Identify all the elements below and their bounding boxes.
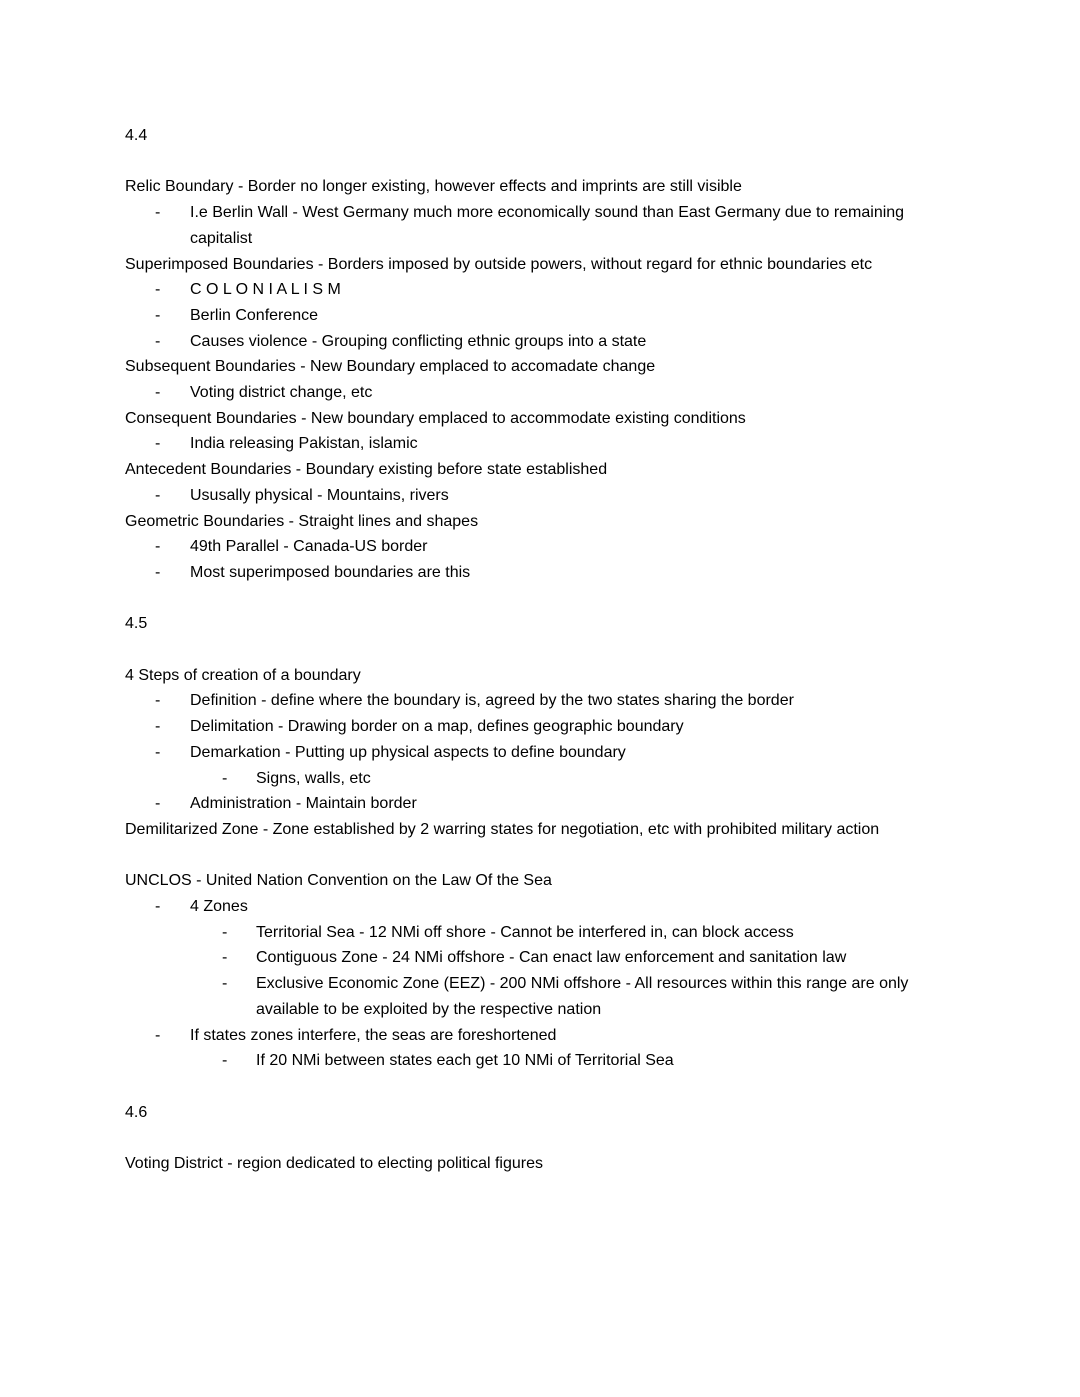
paragraph: Consequent Boundaries - New boundary emplaced to accommodate existing conditions (125, 409, 746, 427)
paragraph: Superimposed Boundaries - Borders imposed by outside powers, without regard for ethnic boundaries etc (125, 255, 873, 273)
list-item-level-1 (125, 560, 944, 586)
bullet-dash: - (155, 563, 161, 581)
blank-line (125, 1074, 944, 1100)
list-item-text: If states zones interfere, the seas are foreshortened (190, 1026, 557, 1044)
list-item-text: Administration - Maintain border (190, 795, 417, 813)
bullet-dash: - (155, 718, 161, 736)
bullet-dash: - (155, 795, 161, 813)
list-item-text: Ususally physical - Mountains, rivers (190, 486, 449, 504)
list-item-level-1 (125, 380, 944, 406)
list-item-text: Voting district change, etc (190, 384, 373, 402)
list-item-level-2 (125, 945, 944, 971)
paragraph: Geometric Boundaries - Straight lines and shapes (125, 512, 479, 530)
paragraph: Antecedent Boundaries - Boundary existing before state established (125, 461, 608, 479)
list-item-text: India releasing Pakistan, islamic (190, 435, 418, 453)
list-item-level-1 (125, 483, 944, 509)
list-item-text: Exclusive Economic Zone (EEZ) - 200 NMi offshore - All resources within this range are only available to be exploited by the respective nation (256, 975, 913, 1018)
bullet-dash: - (155, 281, 161, 299)
list-item-level-1 (125, 534, 944, 560)
list-item-level-2 (125, 971, 944, 1022)
list-item-text: Signs, walls, etc (256, 769, 371, 787)
bullet-dash: - (155, 384, 161, 402)
list-item-level-1 (125, 714, 944, 740)
paragraph: Demilitarized Zone - Zone established by 2 warring states for negotiation, etc with prohibited military action (125, 820, 880, 838)
paragraph: 4 Steps of creation of a boundary (125, 666, 361, 684)
list-item-text: 49th Parallel - Canada-US border (190, 538, 428, 556)
list-item-text: Demarkation - Putting up physical aspects to define boundary (190, 743, 626, 761)
paragraph: Relic Boundary - Border no longer existing, however effects and imprints are still visible (125, 178, 742, 196)
bullet-dash: - (222, 949, 228, 967)
list-item-text: Delimitation - Drawing border on a map, defines geographic boundary (190, 718, 684, 736)
bullet-dash: - (155, 692, 161, 710)
list-item-level-1 (125, 1023, 944, 1049)
bullet-dash: - (222, 769, 228, 787)
list-item-level-1 (125, 200, 944, 251)
blank-line (125, 149, 944, 175)
list-item-text: Territorial Sea - 12 NMi off shore - Cannot be interfered in, can block access (256, 923, 794, 941)
list-item-level-1 (125, 688, 944, 714)
list-item-level-1 (125, 791, 944, 817)
list-item-text: 4 Zones (190, 898, 248, 916)
bullet-dash: - (155, 538, 161, 556)
list-item-level-1 (125, 277, 944, 303)
list-item-level-2 (125, 1048, 944, 1074)
paragraph: Subsequent Boundaries - New Boundary emplaced to accomadate change (125, 358, 656, 376)
list-item-level-1 (125, 303, 944, 329)
list-item-text: Contiguous Zone - 24 NMi offshore - Can enact law enforcement and sanitation law (256, 949, 847, 967)
bullet-dash: - (155, 435, 161, 453)
list-item-level-1 (125, 740, 944, 766)
bullet-dash: - (155, 306, 161, 324)
bullet-dash: - (155, 332, 161, 350)
bullet-dash: - (222, 1052, 228, 1070)
blank-line (125, 637, 944, 663)
list-item-level-2 (125, 920, 944, 946)
list-item-text: C O L O N I A L I S M (190, 281, 341, 299)
bullet-dash: - (155, 204, 161, 222)
list-item-text: Berlin Conference (190, 306, 319, 324)
list-item-text: I.e Berlin Wall - West Germany much more economically sound than East Germany due to remaining capitalist (190, 204, 909, 247)
list-item-text: Causes violence - Grouping conflicting ethnic groups into a state (190, 332, 647, 350)
list-item-level-1 (125, 431, 944, 457)
list-item-level-1 (125, 329, 944, 355)
bullet-dash: - (155, 486, 161, 504)
bullet-dash: - (222, 975, 228, 993)
paragraph: UNCLOS - United Nation Convention on the Law Of the Sea (125, 872, 552, 890)
section-heading: 4.5 (125, 615, 148, 633)
blank-line (125, 1125, 944, 1151)
list-item-text: Definition - define where the boundary is, agreed by the two states sharing the border (190, 692, 794, 710)
list-item-text: Most superimposed boundaries are this (190, 563, 471, 581)
bullet-dash: - (155, 743, 161, 761)
blank-line (125, 586, 944, 612)
section-heading: 4.6 (125, 1103, 148, 1121)
bullet-dash: - (155, 898, 161, 916)
list-item-level-1 (125, 894, 944, 920)
list-item-level-2 (125, 766, 944, 792)
bullet-dash: - (222, 923, 228, 941)
section-heading: 4.4 (125, 127, 148, 144)
list-item-text: If 20 NMi between states each get 10 NMi of Territorial Sea (256, 1052, 674, 1070)
blank-line (125, 843, 944, 869)
paragraph: Voting District - region dedicated to electing political figures (125, 1155, 543, 1173)
bullet-dash: - (155, 1026, 161, 1044)
